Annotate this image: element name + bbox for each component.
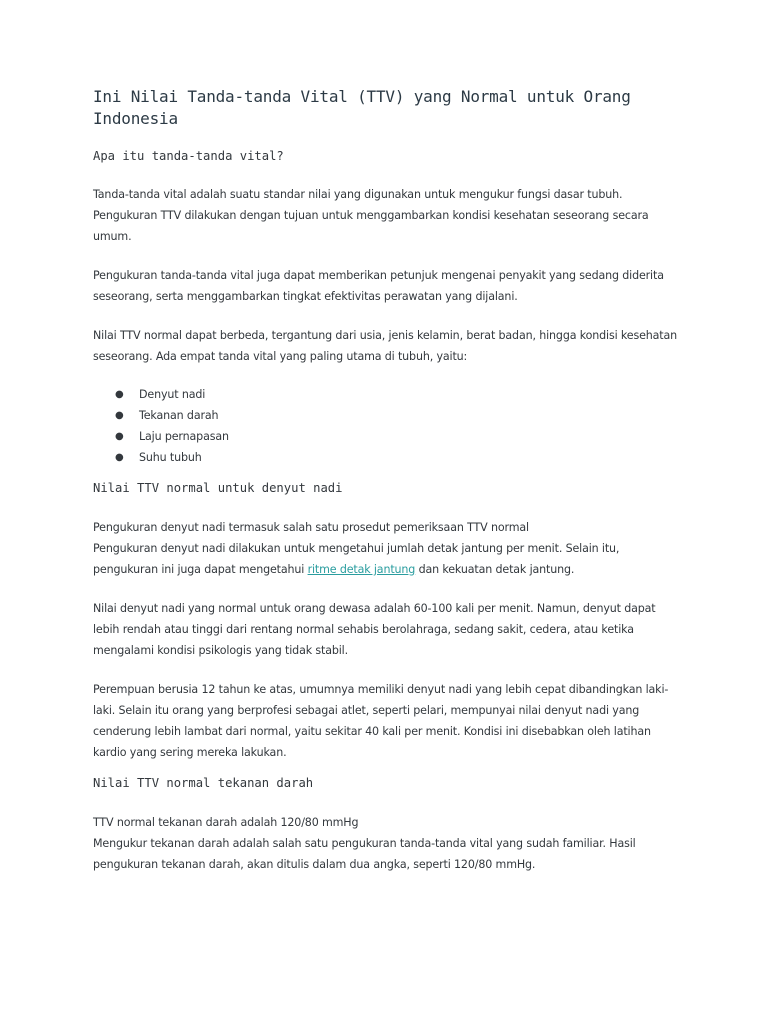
section-heading-denyut-nadi: Nilai TTV normal untuk denyut nadi	[93, 481, 343, 495]
paragraph-petunjuk: Pengukuran tanda-tanda vital juga dapat memberikan petunjuk mengenai penyakit yang sedang diderita seseorang, serta menggambarkan tingkat efektivitas perawatan yang dijalani.	[93, 269, 664, 303]
article	[93, 86, 678, 875]
list-item-label: Tekanan darah	[139, 409, 219, 422]
paragraph-tekanan-darah-line1: TTV normal tekanan darah adalah 120/80 mmHg	[93, 816, 359, 829]
section-heading-tekanan-darah: Nilai TTV normal tekanan darah	[93, 776, 314, 790]
list-item	[93, 405, 678, 426]
list-item-label: Suhu tubuh	[139, 451, 202, 464]
paragraph-pengukuran-denyut	[93, 517, 678, 580]
bullet-icon: ●	[115, 431, 124, 442]
paragraph-tekanan-darah-line2: Mengukur tekanan darah adalah salah satu pengukuran tanda-tanda vital yang sudah familiar. Hasil pengukuran tekanan darah, akan ditulis dalam dua angka, seperti 120/80 mmHg.	[93, 837, 636, 871]
list-item	[93, 384, 678, 405]
paragraph-pengukuran-denyut-before: Pengukuran denyut nadi dilakukan untuk mengetahui jumlah detak jantung per menit. Selain itu, pengukuran ini juga dapat mengetahui	[93, 542, 620, 576]
vital-signs-list	[93, 384, 678, 468]
paragraph-pengukuran-denyut-line1: Pengukuran denyut nadi termasuk salah satu prosedut pemeriksaan TTV normal	[93, 521, 529, 534]
list-item	[93, 447, 678, 468]
list-item-label: Laju pernapasan	[139, 430, 229, 443]
bullet-icon: ●	[115, 410, 124, 421]
bullet-icon: ●	[115, 389, 124, 400]
list-item-label: Denyut nadi	[139, 388, 206, 401]
paragraph-definition-line2: Pengukuran TTV dilakukan dengan tujuan untuk menggambarkan kondisi kesehatan seseorang secara umum.	[93, 209, 649, 243]
bullet-icon: ●	[115, 452, 124, 463]
paragraph-nilai-denyut-normal: Nilai denyut nadi yang normal untuk orang dewasa adalah 60-100 kali per menit. Namun, denyut dapat lebih rendah atau tinggi dari rentang normal sehabis berolahraga, sedang sakit, cedera, atau ketika mengalami kondisi psikologis yang tidak stabil.	[93, 602, 656, 657]
section-heading-apa-itu: Apa itu tanda-tanda vital?	[93, 149, 284, 163]
paragraph-definition-line1: Tanda-tanda vital adalah suatu standar nilai yang digunakan untuk mengukur fungsi dasar tubuh.	[93, 188, 623, 201]
paragraph-nilai-berbeda: Nilai TTV normal dapat berbeda, tergantung dari usia, jenis kelamin, berat badan, hingga kondisi kesehatan seseorang. Ada empat tanda vital yang paling utama di tubuh, yaitu:	[93, 329, 678, 363]
ritme-detak-jantung-link[interactable]: ritme detak jantung	[307, 563, 416, 576]
paragraph-perempuan-atlet: Perempuan berusia 12 tahun ke atas, umumnya memiliki denyut nadi yang lebih cepat dibandingkan laki-laki. Selain itu orang yang berprofesi sebagai atlet, seperti pelari, mempunyai nilai denyut nadi yang cenderung lebih lambat dari normal, yaitu sekitar 40 kali per menit. Kondisi ini disebabkan oleh latihan kardio yang sering mereka lakukan.	[93, 683, 669, 759]
paragraph-tekanan-darah	[93, 812, 678, 875]
paragraph-pengukuran-denyut-after: dan kekuatan detak jantung.	[415, 563, 575, 576]
page-title: Ini Nilai Tanda-tanda Vital (TTV) yang Normal untuk Orang Indonesia	[93, 87, 631, 128]
list-item	[93, 426, 678, 447]
paragraph-definition	[93, 184, 678, 247]
